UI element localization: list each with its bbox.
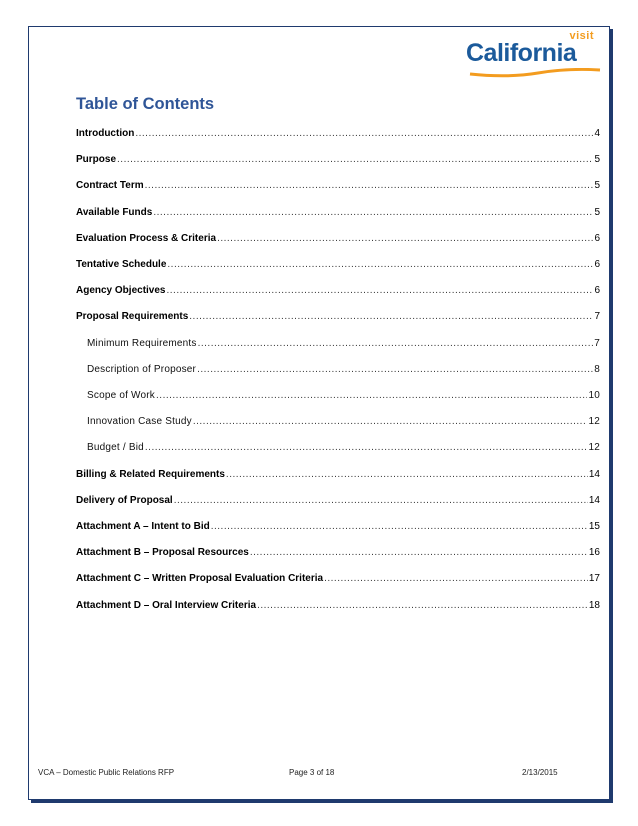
toc-entry[interactable] [76,311,600,325]
footer-document-name: VCA – Domestic Public Relations RFP [38,768,175,777]
toc-entry[interactable] [76,338,600,352]
toc-entry[interactable] [76,390,600,404]
toc-entry-label: Scope of Work [87,390,156,401]
toc-entry-page: 12 [588,442,600,454]
toc-entry[interactable] [76,364,600,378]
toc-entry[interactable] [76,547,600,561]
toc-leader-dots [145,180,594,191]
page-border [28,26,610,800]
toc-entry-label: Evaluation Process & Criteria [76,232,217,244]
toc-entry-page: 14 [588,468,600,480]
toc-entry-label: Budget / Bid [87,442,144,454]
toc-entry-page: 14 [588,494,600,506]
toc-entry[interactable] [76,442,600,456]
toc-entry-label: Attachment B – Proposal Resources [76,547,249,559]
toc-entry-page: 7 [594,337,600,349]
toc-entry-page: 7 [594,311,600,323]
toc-entry[interactable] [76,416,600,430]
toc-entry[interactable] [76,180,600,194]
toc-title: Table of Contents [76,95,215,113]
toc-entry-label: Minimum Requirements [87,337,197,349]
toc-entry-label: Proposal Requirements [76,311,189,323]
footer-date: 2/13/2015 [522,768,558,777]
logo-brand-text: California [466,39,577,67]
toc-entry-label: Contract Term [76,180,144,192]
toc-entry-page: 4 [594,128,600,139]
toc-entry-page: 5 [594,154,600,166]
toc-entry-label: Description of Proposer [87,363,197,375]
toc-entry[interactable] [76,521,600,535]
toc-leader-dots [167,259,593,270]
toc-entry[interactable] [76,207,600,221]
toc-entry-page: 5 [594,206,600,218]
toc-entry[interactable] [76,285,600,299]
toc-entry-label: Available Funds [76,206,153,218]
toc-leader-dots [189,311,593,322]
toc-entry-page: 17 [588,573,600,585]
toc-leader-dots [211,521,588,532]
toc-leader-dots [250,547,588,558]
toc-entry[interactable] [76,154,600,168]
toc-entry-label: Agency Objectives [76,285,166,297]
toc-leader-dots [217,233,593,244]
toc-entry-page: 10 [588,390,600,401]
toc-entry-label: Attachment C – Written Proposal Evaluation Criteria [76,573,324,585]
toc-entry-page: 15 [588,521,600,532]
toc-leader-dots [145,442,588,453]
toc-entry-page: 18 [588,599,600,611]
toc-leader-dots [226,469,588,480]
toc-entry[interactable] [76,128,600,142]
toc-entry[interactable] [76,233,600,247]
toc-entry-page: 12 [588,416,600,428]
toc-entry-page: 5 [594,180,600,192]
toc-entry-page: 16 [588,547,600,559]
toc-leader-dots [174,495,588,506]
toc-entry[interactable] [76,259,600,273]
toc-entry-label: Tentative Schedule [76,259,167,270]
toc-entry[interactable] [76,600,600,614]
toc-leader-dots [135,128,593,139]
toc-leader-dots [198,338,594,349]
toc-leader-dots [153,207,593,218]
toc-leader-dots [257,600,588,611]
toc-leader-dots [193,416,588,427]
toc-leader-dots [117,154,593,165]
toc-leader-dots [156,390,587,401]
toc-entry[interactable] [76,573,600,587]
footer-page-number: Page 3 of 18 [289,768,335,777]
visit-california-logo [466,30,604,80]
toc-leader-dots [197,364,593,375]
toc-entry-label: Innovation Case Study [87,416,192,428]
toc-leader-dots [166,285,593,296]
toc-entry-label: Purpose [76,154,117,166]
toc-entry-page: 6 [594,232,600,244]
toc-entry-page: 8 [594,363,600,375]
logo-visit-text: visit [569,30,594,42]
logo-swoosh-icon [468,68,602,78]
toc-entry[interactable] [76,469,600,483]
toc-entry-page: 6 [594,259,600,270]
toc-entry-label: Introduction [76,128,135,139]
toc-leader-dots [324,573,588,584]
toc-entry[interactable] [76,495,600,509]
toc-entry-label: Attachment A – Intent to Bid [76,521,210,532]
toc-entry-label: Attachment D – Oral Interview Criteria [76,599,257,611]
toc-entry-label: Billing & Related Requirements [76,468,225,480]
toc-entry-label: Delivery of Proposal [76,494,173,506]
toc-entry-page: 6 [594,285,600,297]
